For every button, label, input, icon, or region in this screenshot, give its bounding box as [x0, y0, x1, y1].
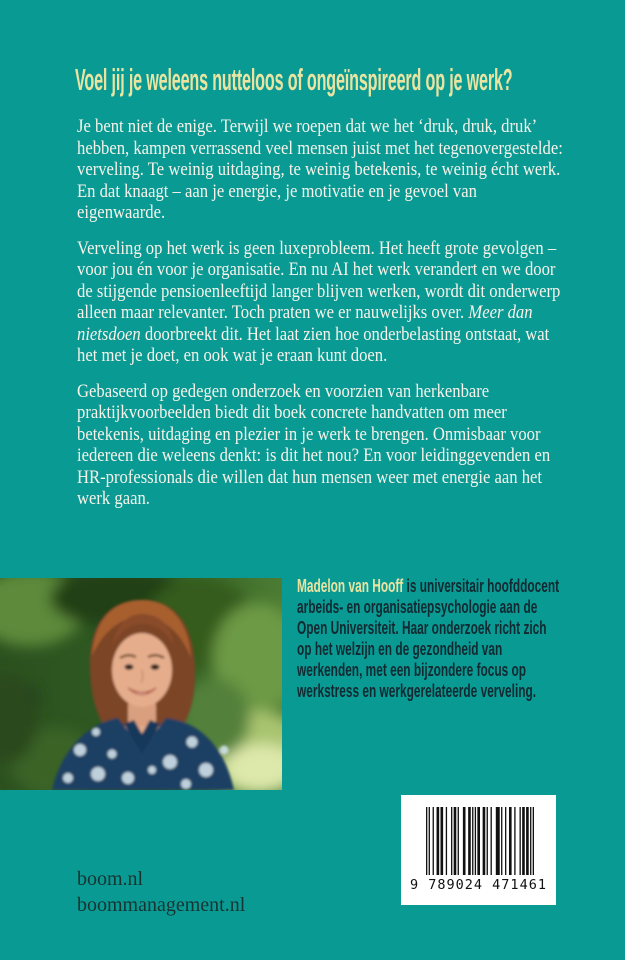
back-cover-blurb	[77, 116, 569, 524]
barcode	[401, 795, 556, 905]
publisher-urls	[77, 866, 245, 918]
author-bio	[297, 576, 562, 702]
isbn-number: 9 789024 471461	[410, 877, 547, 893]
publisher-url-boommanagement: boommanagement.nl	[77, 894, 246, 916]
author-bio-text: is universitair hoofddocent arbeids- en organisatiepsychologie aan de Open Universiteit. Haar onderzoek richt zich op het welzijn en de gezondheid van werkenden, met een bijzondere focus op werkstress en werkgerelateerde verveling.	[297, 576, 560, 701]
blurb-paragraph-1: Je bent niet de enige. Terwijl we roepen dat we het ‘druk, druk, druk’ hebben, kampen verrassend veel mensen juist met het tegenovergestelde: verveling. Te weinig uitdaging, te weinig betekenis, te weinig écht werk. En dat knaagt – aan je energie, je motivatie en je gevoel van eigenwaarde.	[77, 116, 563, 223]
blurb-paragraph-2	[77, 238, 569, 367]
cover-headline: Voel jij je weleens nutteloos of ongeïnspireerd op je werk?	[75, 62, 513, 97]
publisher-url-boom: boom.nl	[77, 868, 144, 890]
author-name: Madelon van Hooff	[297, 576, 404, 596]
barcode-bars	[426, 807, 534, 875]
blurb-paragraph-3: Gebaseerd op gedegen onderzoek en voorzien van herkenbare praktijkvoorbeelden biedt dit boek concrete handvatten om meer betekenis, uitdaging en plezier in je werk te brengen. Onmisbaar voor iedereen die weleens denkt: is dit het nou? En voor leidinggevenden en HR-professionals die willen dat hun mensen weer met energie aan het werk gaan.	[77, 380, 551, 509]
blurb-paragraph-2-end: doorbreekt dit. Het laat zien hoe onderbelasting ontstaat, wat het met je doet, en ook wat je eraan kunt doen.	[77, 323, 550, 366]
blurb-paragraph-2-start: Verveling op het werk is geen luxeprobleem. Het heeft grote gevolgen – voor jou én voor je organisatie. En nu AI het werk verandert en we door de stijgende pensioenleeftijd langer blijven werken, wordt dit onderwerp alleen maar relevanter. Toch praten we er nauwelijks over.	[77, 237, 561, 323]
author-photo	[0, 578, 282, 790]
book-title-italic: Meer dan nietsdoen	[77, 302, 533, 345]
